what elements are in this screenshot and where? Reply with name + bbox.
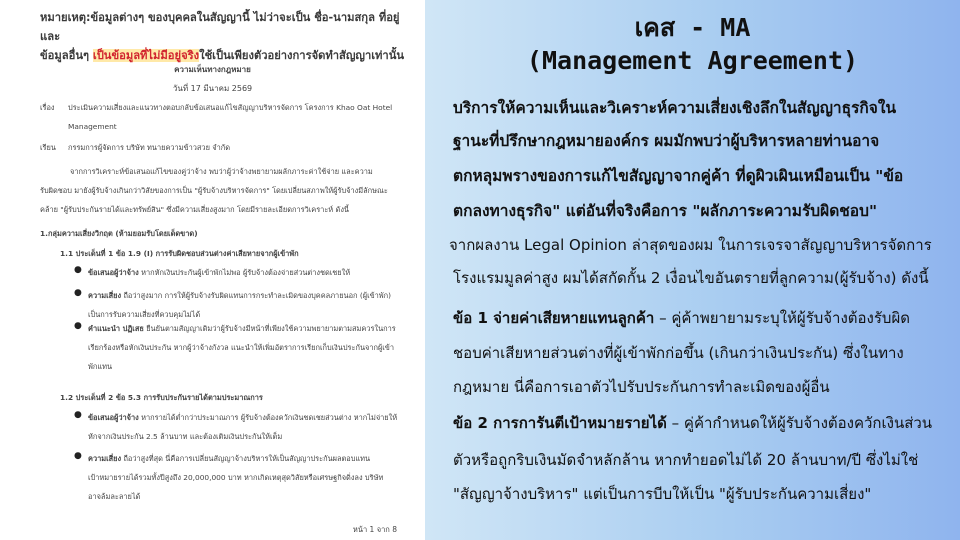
disclaimer-highlight: เป็นข้อมูลที่ไม่มีอยู่จริง <box>92 49 200 62</box>
slide-subtitle: (Management Agreement) <box>526 46 859 75</box>
legal-opinion-document <box>0 0 425 540</box>
issue-2-bullet-2 <box>88 453 370 465</box>
point-1-title: ข้อ 1 จ่ายค่าเสียหายแทนลูกค้า <box>453 309 655 327</box>
issue-2-bullet-2-cont-1: เป้าหมายรายได้รวมทั้งปีสูงถึง 20,000,000 บาท หากเกิดเหตุสุดวิสัยหรือเศรษฐกิจดิ่งลง บริษัท <box>88 473 384 482</box>
point-2-line-2: ตัวหรือถูกริบเงินมัดจำหลักล้าน หากทำยอดไม่ได้ 20 ล้านบาท/ปี ซึ่งไม่ใช่ <box>453 451 919 469</box>
subject-line-1: ประเมินความเสี่ยงและแนวทางตอบกลับข้อเสนอแก้ไขสัญญาบริหารจัดการ โครงการ Khao Oat Hotel <box>68 103 393 112</box>
bullet-icon: ● <box>74 410 82 420</box>
point-1-line-1 <box>453 306 953 330</box>
issue-2-b2-label: ความเสี่ยง <box>88 454 122 463</box>
slide-title: เคส - MA <box>634 13 751 42</box>
intro-line-1: จากการวิเคราะห์ข้อเสนอแก้ไขของคู่ว่าจ้าง พบว่าผู้ว่าจ้างพยายามผลักภาระค่าใช้จ่าย และความ <box>70 167 373 176</box>
case-summary-slide <box>425 0 960 540</box>
issue-1-bullet-2-cont: เป็นการรับความเสี่ยงที่ควบคุมไม่ได้ <box>88 310 201 319</box>
disclaimer-pre: ข้อมูลอื่นๆ <box>40 49 93 62</box>
disclaimer-note <box>40 8 420 65</box>
context-line-2: โรงแรมมูลค่าสูง ผมได้สกัดกั้น 2 เงื่อนไขอันตรายที่ลูกความ(ผู้รับจ้าง) ดังนี้ <box>453 269 929 287</box>
intro-paragraph-line-2: ฐานะที่ปรึกษากฎหมายองค์กร ผมมักพบว่าผู้บริหารหลายท่านอาจ <box>453 132 880 150</box>
page-number: หน้า 1 จาก 8 <box>352 525 397 534</box>
point-2-title: ข้อ 2 การการันตีเป้าหมายรายได้ <box>453 414 667 432</box>
point-1-line-3: กฎหมาย นี่คือการเอาตัวไปรับประกันการทำละเมิดของผู้อื่น <box>453 378 830 396</box>
intro-paragraph-line-4: ตกลงทางธุรกิจ" แต่อันที่จริงคือการ "ผลักภาระความรับผิดชอบ" <box>453 202 878 220</box>
intro-line-3: คล้าย "ผู้รับประกันรายได้และทรัพย์สิน" ซึ่งมีความเสี่ยงสูงมาก โดยมีรายละเอียดการวิเคราะห์ ดังนี้ <box>40 205 349 214</box>
point-2-line-1 <box>453 411 953 435</box>
to-value: กรรมการผู้จัดการ บริษัท ทนายความข้าวสวย จำกัด <box>68 143 231 152</box>
intro-line-2: รับผิดชอบ มายังผู้รับจ้างเกินกว่าวิสัยของการเป็น "ผู้รับจ้างบริหารจัดการ" โดยเปลี่ยนสภาพให้ผู้รับจ้างมีลักษณะ <box>40 186 388 195</box>
issue-2-b1-label: ข้อเสนอผู้ว่าจ้าง <box>88 413 139 422</box>
issue-2-heading: 1.2 ประเด็นที่ 2 ข้อ 5.3 การรับประกันรายได้ตามประมาณการ <box>60 393 263 402</box>
issue-1-heading: 1.1 ประเด็นที่ 1 ข้อ 1.9 (I) การรับผิดชอบส่วนต่างค่าเสียหายจากผู้เข้าพัก <box>60 249 299 258</box>
issue-2-bullet-2-cont-2: อาจล้มละลายได้ <box>88 492 141 501</box>
issue-1-b1-label: ข้อเสนอผู้ว่าจ้าง <box>88 268 139 277</box>
issue-2-b1-text: หากรายได้ต่ำกว่าประมาณการ ผู้รับจ้างต้องควักเงินชดเชยส่วนต่าง หากไม่จ่ายให้ <box>138 413 398 422</box>
context-line-1: จากผลงาน Legal Opinion ล่าสุดของผม ในการเจรจาสัญญาบริหารจัดการ <box>449 236 932 254</box>
issue-1-bullet-3-cont-2: พักแทน <box>88 362 113 371</box>
issue-1-b1-text: หากหักเงินประกันผู้เข้าพักไม่พอ ผู้รับจ้างต้องจ่ายส่วนต่างชดเชยให้ <box>138 268 351 277</box>
bullet-icon: ● <box>74 265 82 275</box>
issue-1-bullet-3 <box>88 323 396 335</box>
document-date: วันที่ 17 มีนาคม 2569 <box>172 84 253 93</box>
intro-paragraph-line-1: บริการให้ความเห็นและวิเคราะห์ความเสี่ยงเชิงลึกในสัญญาธุรกิจใน <box>453 99 897 117</box>
section-1-heading: 1.กลุ่มความเสี่ยงวิกฤต (ห้ามยอมรับโดยเด็ดขาด) <box>40 229 198 238</box>
issue-1-bullet-1 <box>88 267 350 279</box>
bullet-icon: ● <box>74 321 82 331</box>
disclaimer-line-1: หมายเหตุ:ข้อมูลต่างๆ ของบุคคลในสัญญานี้ ไม่ว่าจะเป็น ชื่อ-นามสกุล ที่อยู่ และ <box>40 11 400 43</box>
issue-1-bullet-3-cont-1: เรียกร้องหรือหักเงินประกัน หากผู้ว่าจ้างกังวล แนะนำให้เพิ่มอัตราการเรียกเก็บเงินประกันจากผู้เข้า <box>88 343 395 352</box>
issue-1-bullet-2 <box>88 290 391 302</box>
document-title: ความเห็นทางกฎหมาย <box>174 65 251 74</box>
issue-2-b2-text: ถือว่าสูงที่สุด นี่คือการเปลี่ยนสัญญาจ้างบริหารให้เป็นสัญญาประกันผลตอบแทน <box>121 454 371 463</box>
issue-1-b2-label: ความเสี่ยง <box>88 291 122 300</box>
issue-1-b3-text: ยืนยันตามสัญญาเดิมว่าผู้รับจ้างมีหน้าที่เพียงใช้ความพยายามตามสมควรในการ <box>143 324 396 333</box>
bullet-icon: ● <box>74 288 82 298</box>
issue-2-bullet-1 <box>88 412 397 424</box>
point-2-text: – คู่ค้ากำหนดให้ผู้รับจ้างต้องควักเงินส่วน <box>666 414 933 432</box>
point-1-line-2: ชอบค่าเสียหายส่วนต่างที่ผู้เข้าพักก่อขึ้น (เกินกว่าเงินประกัน) ซึ่งในทาง <box>453 344 904 362</box>
subject-line-2: Management <box>68 122 117 131</box>
point-1-text: – คู่ค้าพยายามระบุให้ผู้รับจ้างต้องรับผิด <box>654 309 910 327</box>
to-label: เรียน <box>40 143 56 152</box>
issue-2-bullet-1-cont: หักจากเงินประกัน 2.5 ล้านบาท และต้องเติมเงินประกันให้เต็ม <box>88 432 283 441</box>
issue-1-b2-text: ถือว่าสูงมาก การให้ผู้รับจ้างรับผิดแทนการกระทำละเมิดของบุคคลภายนอก (ผู้เข้าพัก) <box>121 291 392 300</box>
disclaimer-post: ใช้เป็นเพียงตัวอย่างการจัดทำสัญญาเท่านั้น <box>199 49 405 62</box>
issue-1-b3-label: คำแนะนำ ปฏิเสธ <box>88 324 144 333</box>
point-2-line-3: "สัญญาจ้างบริหาร" แต่เป็นการบีบให้เป็น "ผู้รับประกันความเสี่ยง" <box>453 485 872 503</box>
bullet-icon: ● <box>74 451 82 461</box>
intro-paragraph-line-3: ตกหลุมพรางของการแก้ไขสัญญาจากคู่ค้า ที่ดูผิวเผินเหมือนเป็น "ข้อ <box>453 167 904 185</box>
subject-label: เรื่อง <box>40 103 55 112</box>
